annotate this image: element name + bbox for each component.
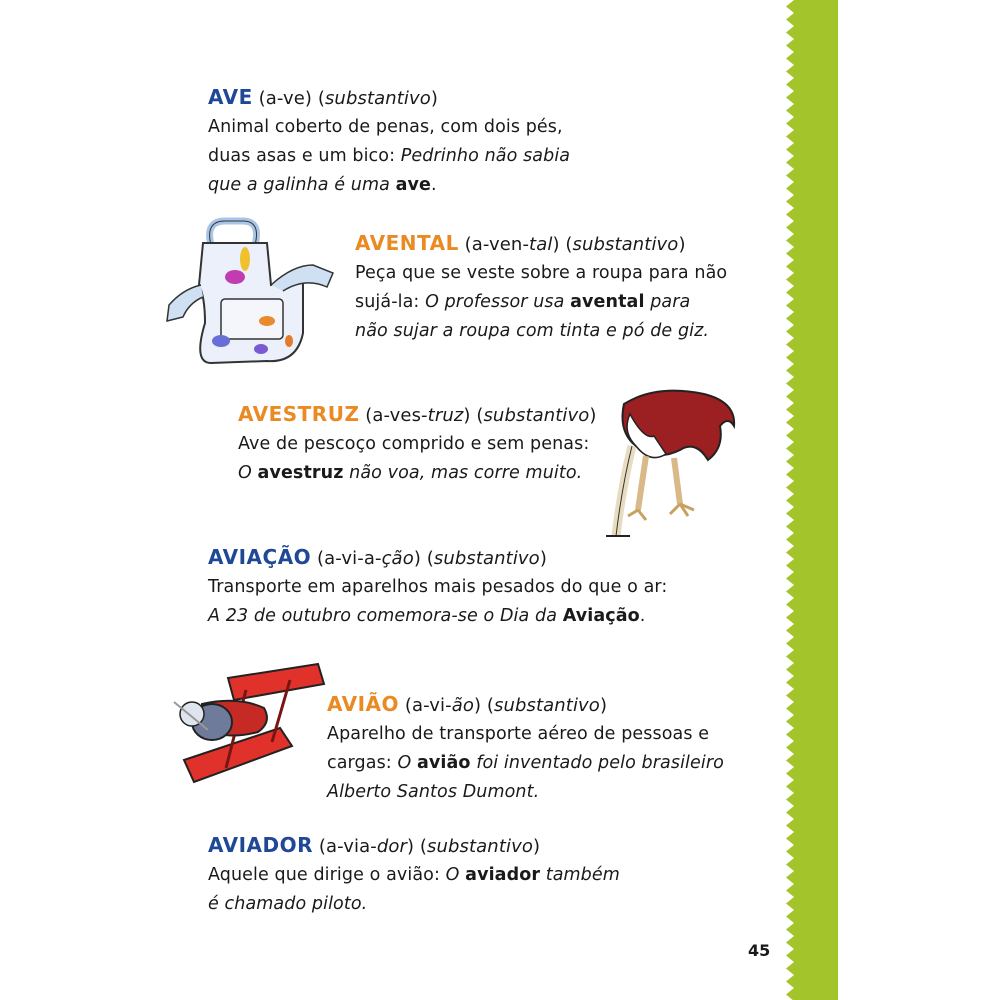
entry-ave-heading: AVE (a-ve) (substantivo) bbox=[208, 85, 438, 109]
entry-avestruz bbox=[238, 400, 618, 488]
definition-line: Peça que se veste sobre a roupa para não bbox=[355, 263, 728, 283]
definition-line: Animal coberto de penas, com dois pés, bbox=[208, 117, 563, 137]
entry-avestruz-heading: AVESTRUZ (a-ves-truz) (substantivo) bbox=[238, 402, 597, 426]
headword-aviao: AVIÃO bbox=[327, 692, 400, 716]
entry-avental-heading: AVENTAL (a-ven-tal) (substantivo) bbox=[355, 231, 686, 255]
entry-avental bbox=[355, 229, 755, 346]
definition-line: Ave de pescoço comprido e sem penas: bbox=[238, 434, 590, 454]
definition-line: Aparelho de transporte aéreo de pessoas e bbox=[327, 724, 710, 744]
apron-illustration bbox=[163, 213, 335, 377]
entry-aviacao-heading: AVIAÇÃO (a-vi-a-ção) (substantivo) bbox=[208, 545, 547, 569]
entry-aviacao bbox=[208, 543, 688, 631]
definition-line: cargas: O avião foi inventado pelo brasileiro bbox=[327, 753, 724, 773]
page-edge-strip bbox=[786, 0, 838, 1000]
entry-aviao-heading: AVIÃO (a-vi-ão) (substantivo) bbox=[327, 692, 608, 716]
headword-avental: AVENTAL bbox=[355, 231, 459, 255]
zigzag-edge-graphic bbox=[786, 0, 838, 1000]
example-line: não sujar a roupa com tinta e pó de giz. bbox=[355, 321, 710, 341]
example-line: Alberto Santos Dumont. bbox=[327, 782, 540, 802]
entry-aviao bbox=[327, 690, 747, 807]
example-line: A 23 de outubro comemora-se o Dia da Aviação. bbox=[208, 606, 646, 626]
entry-ave bbox=[208, 83, 628, 200]
definition-line: Transporte em aparelhos mais pesados do que o ar: bbox=[208, 577, 668, 597]
entry-aviador-heading: AVIADOR (a-via-dor) (substantivo) bbox=[208, 833, 541, 857]
airplane-illustration bbox=[168, 660, 326, 792]
ostrich-illustration bbox=[596, 386, 740, 556]
example-line: é chamado piloto. bbox=[208, 894, 368, 914]
headword-ave: AVE bbox=[208, 85, 253, 109]
headword-aviador: AVIADOR bbox=[208, 833, 314, 857]
example-line: O avestruz não voa, mas corre muito. bbox=[238, 463, 583, 483]
definition-line: duas asas e um bico: Pedrinho não sabia bbox=[208, 146, 571, 166]
headword-avestruz: AVESTRUZ bbox=[238, 402, 360, 426]
definition-line: sujá-la: O professor usa avental para bbox=[355, 292, 691, 312]
headword-aviacao: AVIAÇÃO bbox=[208, 545, 312, 569]
example-line: que a galinha é uma ave. bbox=[208, 175, 437, 195]
entry-aviador bbox=[208, 831, 648, 919]
definition-line: Aquele que dirige o avião: O aviador também bbox=[208, 865, 620, 885]
page-number: 45 bbox=[748, 941, 771, 960]
